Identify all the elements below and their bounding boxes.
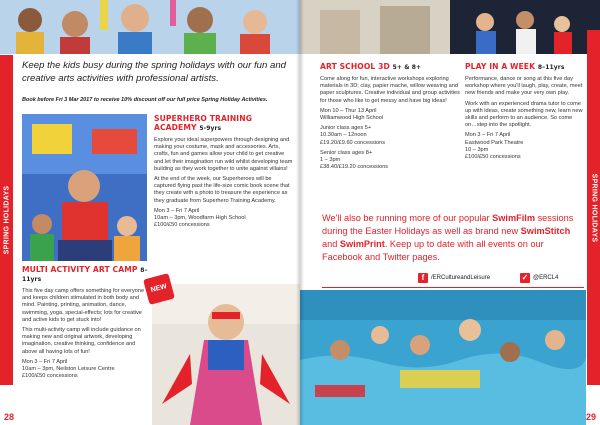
superhero-photo [22,114,147,261]
multi-dates: Mon 3 – Fri 7 April [22,358,68,365]
swim-promo: We'll also be running more of our popular SwimFilm sessions during the Easter Holidays as well as brand new SwimStitch and SwimPrint. Keep up to date with all events on our Facebook and Twitter pages. [322,213,574,262]
superhero-time: 10am – 3pm, Woodfarm High School [154,215,246,222]
superhero-price: £100/£50 concessions [154,222,210,229]
kids-photo-top [0,0,300,54]
play-price: £100/£50 concessions [465,154,521,161]
superhero-section [154,114,294,229]
twitter-link[interactable] [520,273,558,283]
kids-illustration [0,0,300,54]
art-school-title: ART SCHOOL 3D 5+ & 8+ [320,62,422,71]
costume-illustration [152,284,300,425]
section-tab-left: SPRING HOLIDAYS [0,55,13,385]
spine [296,0,304,425]
facebook-link[interactable] [418,273,490,283]
swimming-photo [300,290,586,425]
art-school-place: Williamwood High School [320,115,384,122]
multi-price: £100/£50 concessions [22,373,78,380]
junior-label: Junior class ages 5+ [320,125,372,132]
superhero-dates: Mon 3 – Fri 7 April [154,207,200,214]
junior-price: £19.20/£9.60 concessions [320,139,385,146]
intro-text: Keep the kids busy during the spring holidays with our fun and creative arts activities with professional artists. [22,60,286,84]
new-badge: NEW [143,273,175,305]
play-section [465,62,583,161]
multi-desc-2: This multi-activity camp will include guidance on making new and original artwork, developing imagination, creative thinking, confidence and above all having lots of fun! [22,327,141,355]
superhero-desc: Explore your ideal superpowers through designing and making your costume, mask and accessories. Arts, crafts, fun and games allow your child to get creative and let their imagination run wild whilst developing team building as they work together to unite against villains! [154,137,293,172]
play-desc: Performance, dance or song at this five day workshop where you'll laugh, play, create, meet new friends and make your very own play. [465,76,583,97]
page-number-left: 28 [4,412,15,422]
page-number-right: 29 [585,412,596,422]
theatre-photo-top [300,0,600,54]
twitter-handle: @ERCL4 [533,275,559,281]
superhero-illustration [22,114,147,261]
swimming-illustration [300,290,586,425]
costume-girl-photo [152,284,300,425]
multi-time: 10am – 3pm, Neilston Leisure Centre [22,366,115,373]
senior-price: £38.40/£19.20 concessions [320,164,389,171]
right-page [300,0,600,425]
junior-time: 10.30am – 12noon [320,132,367,139]
play-place: Eastwood Park Theatre [465,139,524,146]
play-dates: Mon 3 – Fri 7 April [465,132,511,139]
art-school-desc: Come along for fun, interactive workshops exploring materials in 3D; clay, papier mache, willow weaving and paper sculptures. Creative individual and group activities for those who like to get messy and have big ideas! [320,76,460,104]
play-title: PLAY IN A WEEK 8–11yrs [465,62,565,71]
senior-time: 1 – 3pm [320,157,341,164]
superhero-title: SUPERHERO TRAINING ACADEMY 5-9yrs [154,114,253,132]
play-time: 10 – 3pm [465,146,489,153]
divider [322,287,584,288]
art-school-dates: Mon 10 – Thur 13 April [320,107,377,114]
facebook-handle: /ERCultureandLeisure [431,275,491,281]
art-school-section [320,62,460,171]
multi-section [22,265,150,380]
senior-label: Senior class ages 8+ [320,149,373,156]
superhero-desc-2: At the end of the week, our Superheroes will be captured flying past the life-size comic book scene that they create with a photo to treasure the experience as they graduate from Superhero Training Academy. [154,176,290,204]
booking-note: Book before Fri 3 Mar 2017 to receive 10% discount off our full price Spring Holiday Activities. [22,97,268,103]
multi-desc: This five day camp offers something for everyone and keeps children stimulated in both body and mind. Painting, printing, animation, dance, swimming, yoga, special-effects; lots for creative and active kids to get stuck into! [22,288,145,323]
theatre-illustration [300,0,600,54]
facebook-icon: f [418,273,428,283]
play-desc-2: Work with an experienced drama tutor to come up with ideas, create something new, learn new skills and perform to an audience. So come on…step into the spotlight. [465,100,583,129]
twitter-icon: ✓ [521,273,529,282]
multi-title: MULTI ACTIVITY ART CAMP 8–11yrs [22,265,148,283]
section-tab-right: SPRING HOLIDAYS [587,30,600,385]
